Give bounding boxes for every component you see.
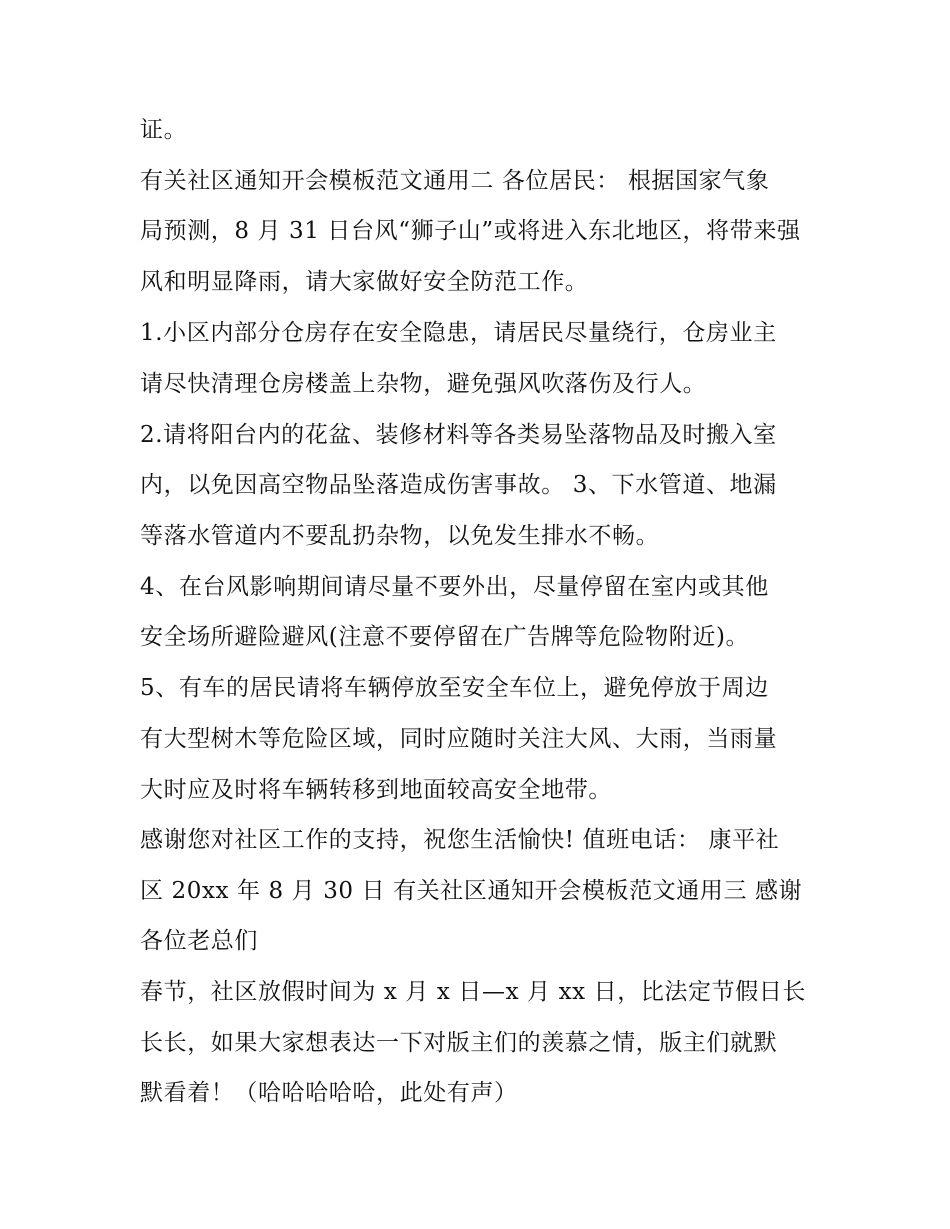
- text-line-13: 有大型树木等危险区域，同时应随时关注大风、大雨，当雨量: [140, 726, 778, 752]
- text-line-12: 5、有车的居民请将车辆停放至安全车位上，避免停放于周边: [140, 675, 769, 701]
- text-line-6: 请尽快清理仓房楼盖上杂物，避免强风吹落伤及行人。: [140, 371, 707, 397]
- text-line-19: 长长，如果大家想表达一下对版主们的羡慕之情，版主们就默: [140, 1030, 778, 1056]
- text-line-5: 1.小区内部分仓房存在安全隐患，请居民尽量绕行，仓房业主: [140, 320, 777, 346]
- text-line-20: 默看着！（哈哈哈哈哈，此处有声）: [140, 1080, 518, 1106]
- text-line-7: 2.请将阳台内的花盆、装修材料等各类易坠落物品及时搬入室: [140, 422, 777, 448]
- text-line-4: 风和明显降雨，请大家做好安全防范工作。: [140, 269, 589, 295]
- text-line-8: 内，以免因高空物品坠落造成伤害事故。 3、下水管道、地漏: [140, 472, 777, 498]
- text-line-14: 大时应及时将车辆转移到地面较高安全地带。: [140, 777, 612, 803]
- text-line-3: 局预测，8 月 31 日台风“狮子山”或将进入东北地区，将带来强: [140, 218, 801, 244]
- text-line-15: 感谢您对社区工作的支持，祝您生活愉快! 值班电话： 康平社: [140, 827, 780, 853]
- text-line-1: 证。: [140, 117, 188, 143]
- text-line-17: 各位老总们: [140, 928, 258, 954]
- text-line-10: 4、在台风影响期间请尽量不要外出，尽量停留在室内或其他: [140, 574, 769, 600]
- text-line-16: 区 20xx 年 8 月 30 日 有关社区通知开会模板范文通用三 感谢: [140, 878, 803, 904]
- text-line-11: 安全场所避险避风(注意不要停留在广告牌等危险物附近)。: [140, 624, 750, 650]
- text-line-2: 有关社区通知开会模板范文通用二 各位居民： 根据国家气象: [140, 168, 770, 194]
- text-line-18: 春节，社区放假时间为 x 月 x 日—x 月 xx 日，比法定节假日长: [140, 979, 807, 1005]
- text-line-9: 等落水管道内不要乱扔杂物，以免发生排水不畅。: [140, 523, 660, 549]
